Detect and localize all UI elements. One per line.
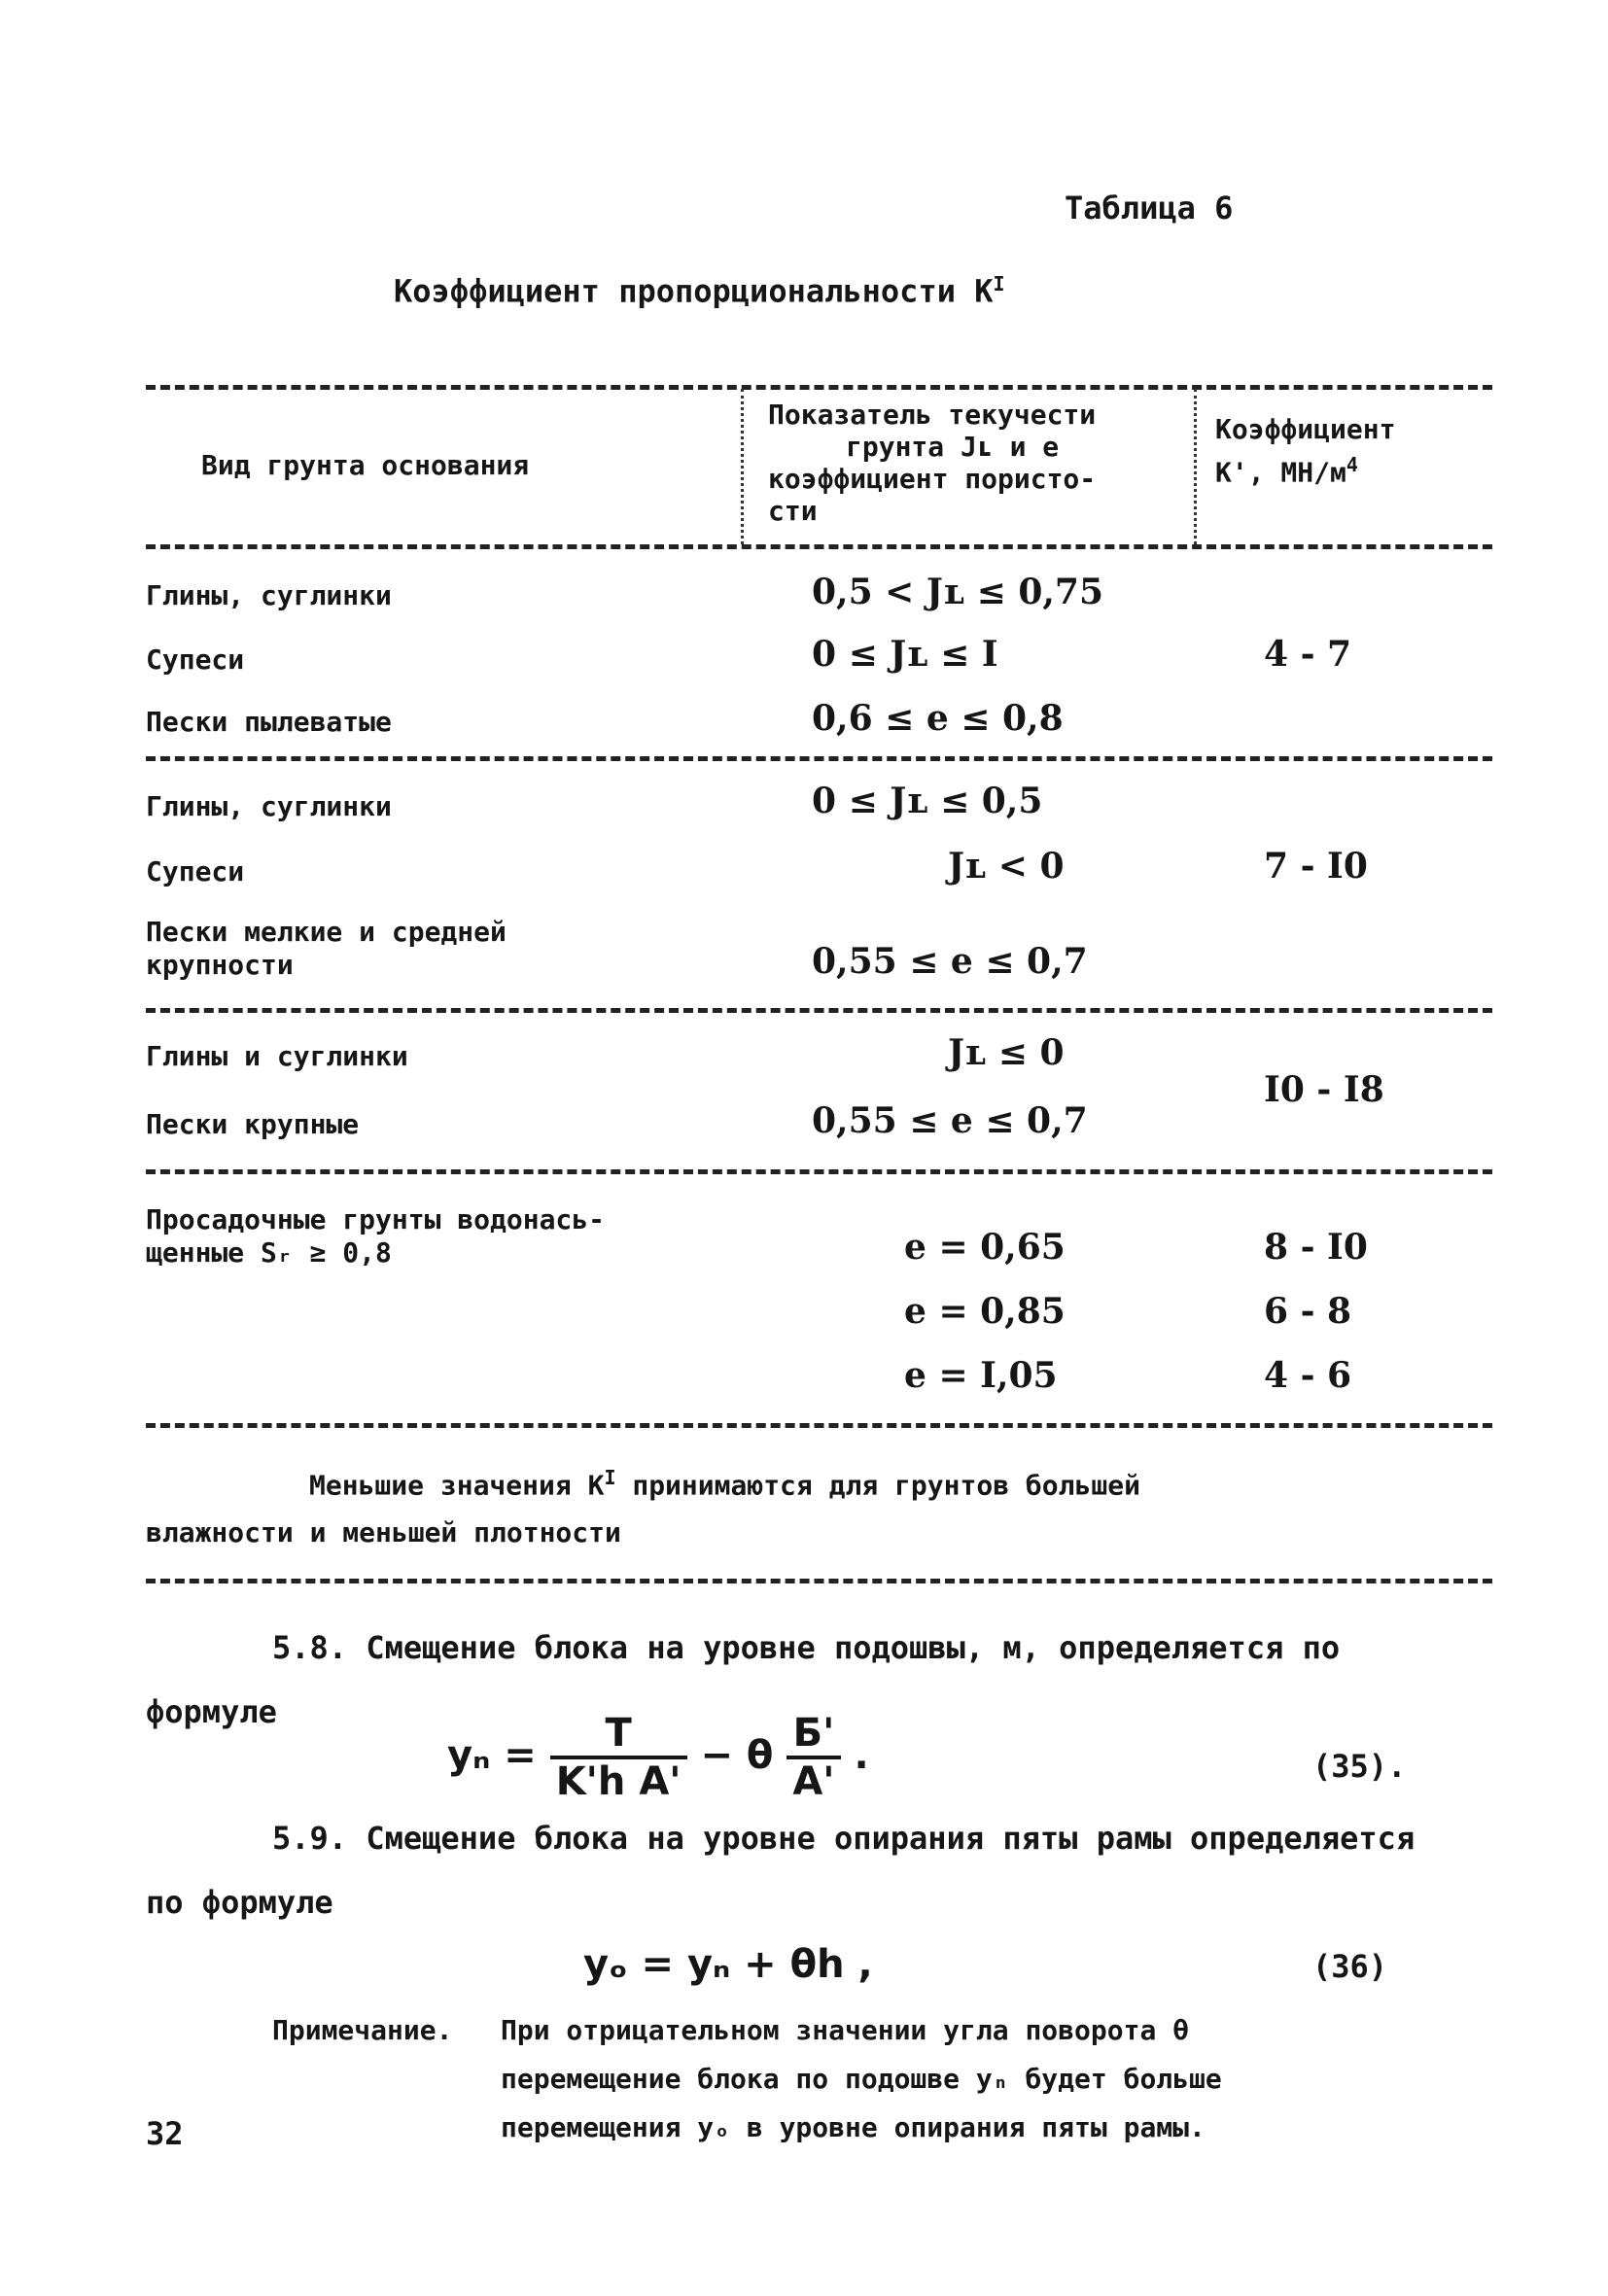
g1-param-1: 0,5 < Jʟ ≤ 0,75 <box>812 572 1104 612</box>
group2-rule <box>146 1008 1492 1013</box>
para-59-line2: по формуле <box>146 1884 333 1921</box>
header-coef <box>1215 412 1395 490</box>
g4-param-1: e = 0,65 <box>904 1227 1066 1268</box>
table-top-rule <box>146 385 1492 390</box>
header-bottom-rule <box>146 544 1492 549</box>
g2-param-2: Jʟ < 0 <box>948 846 1065 887</box>
note-line3: перемещения yₒ в уровне опирания пяты рамы. <box>501 2111 1206 2143</box>
header-param-line3: коэффициент пористо- <box>768 463 1097 495</box>
g2-soil-3-line1: Пески мелкие и средней <box>146 916 507 948</box>
g2-coef: 7 - I0 <box>1264 846 1368 887</box>
table-note-rest: принимаются для грунтов большей <box>615 1469 1140 1502</box>
g1-soil-3: Пески пылеватые <box>146 706 392 738</box>
g4-param-2: e = 0,85 <box>904 1291 1066 1332</box>
group4-rule <box>146 1423 1492 1428</box>
formula-35-end: . <box>854 1733 869 1778</box>
table-label: Таблица 6 <box>1065 190 1234 226</box>
g3-soil-1: Глины и суглинки <box>146 1040 408 1072</box>
g4-coef-2: 6 - 8 <box>1264 1291 1352 1332</box>
table-bottom-rule <box>146 1579 1492 1583</box>
note-line2: перемещение блока по подошве yₙ будет больше <box>501 2063 1222 2095</box>
table-note-line1 <box>309 1466 1140 1501</box>
g1-param-2: 0 ≤ Jʟ ≤ I <box>812 634 998 675</box>
para-58-line2: формуле <box>146 1693 277 1730</box>
g2-soil-1: Глины, суглинки <box>146 790 392 822</box>
table-note-sup: I <box>604 1466 616 1489</box>
g4-soil-line1: Просадочные грунты водонась- <box>146 1203 606 1235</box>
formula-35-den2: A' <box>792 1759 835 1804</box>
g4-coef-3: 4 - 6 <box>1264 1355 1352 1396</box>
formula-35-den1: K'h A' <box>555 1759 682 1804</box>
table-note-text: Меньшие значения К <box>309 1469 605 1502</box>
g1-soil-1: Глины, суглинки <box>146 579 392 611</box>
table-note-line2: влажности и меньшей плотности <box>146 1516 621 1548</box>
formula-35-num2: Б' <box>787 1711 840 1759</box>
g1-param-3: 0,6 ≤ e ≤ 0,8 <box>812 698 1064 739</box>
group3-rule <box>146 1169 1492 1174</box>
header-divider-left <box>741 389 744 544</box>
g4-soil <box>146 1203 605 1270</box>
g2-param-1: 0 ≤ Jʟ ≤ 0,5 <box>812 781 1043 821</box>
header-divider-right <box>1194 389 1197 544</box>
note-label: Примечание. <box>272 2014 453 2046</box>
g3-soil-2: Пески крупные <box>146 1108 360 1140</box>
formula-35-mid: − θ <box>700 1733 774 1778</box>
note-line1: При отрицательном значении угла поворота θ <box>501 2014 1190 2046</box>
g2-soil-3 <box>146 916 507 982</box>
group1-rule <box>146 756 1492 761</box>
formula-35-frac1 <box>550 1711 687 1804</box>
header-coef-sup: 4 <box>1346 453 1358 476</box>
header-param-line1: Показатель текучести <box>768 399 1097 431</box>
g3-param-2: 0,55 ≤ e ≤ 0,7 <box>812 1100 1088 1141</box>
para-59-line1: 5.9. Смещение блока на уровне опирания пяты рамы определяется <box>272 1820 1416 1857</box>
g3-coef: I0 - I8 <box>1264 1069 1384 1110</box>
formula-36-number: (36) <box>1312 1948 1388 1985</box>
header-coef-line1: Коэффициент <box>1215 413 1396 445</box>
table-title-text: Коэффициент пропорциональности К <box>394 272 994 310</box>
table-title <box>394 272 1005 310</box>
formula-35-frac2 <box>787 1711 840 1804</box>
g3-param-1: Jʟ ≤ 0 <box>948 1032 1065 1073</box>
para-58-line1: 5.8. Смещение блока на уровне подошвы, м, определяется по <box>272 1629 1341 1666</box>
g4-param-3: e = I,05 <box>904 1355 1058 1396</box>
header-soil-type: Вид грунта основания <box>201 449 530 481</box>
g2-soil-3-line2: крупности <box>146 949 294 981</box>
header-param-line4: сти <box>768 495 818 527</box>
formula-35-number: (35). <box>1312 1748 1407 1785</box>
g2-param-3: 0,55 ≤ e ≤ 0,7 <box>812 941 1088 982</box>
table-title-sup: I <box>993 272 1005 296</box>
formula-35-num1: T <box>550 1711 687 1759</box>
g2-soil-2: Супеси <box>146 855 245 887</box>
formula-35 <box>447 1711 869 1804</box>
g1-soil-2: Супеси <box>146 644 245 676</box>
header-param <box>768 399 1096 527</box>
g4-soil-line2: щенные Sᵣ ≥ 0,8 <box>146 1236 392 1269</box>
g4-coef-1: 8 - I0 <box>1264 1227 1368 1268</box>
formula-35-lhs: yₙ = <box>447 1733 537 1778</box>
header-param-line2: грунта Jʟ и e <box>846 431 1060 463</box>
g1-coef: 4 - 7 <box>1264 634 1352 675</box>
formula-36: yₒ = yₙ + θh , <box>583 1942 873 1987</box>
header-coef-line2: К', МН/м <box>1215 456 1346 489</box>
page-number: 32 <box>146 2115 184 2152</box>
